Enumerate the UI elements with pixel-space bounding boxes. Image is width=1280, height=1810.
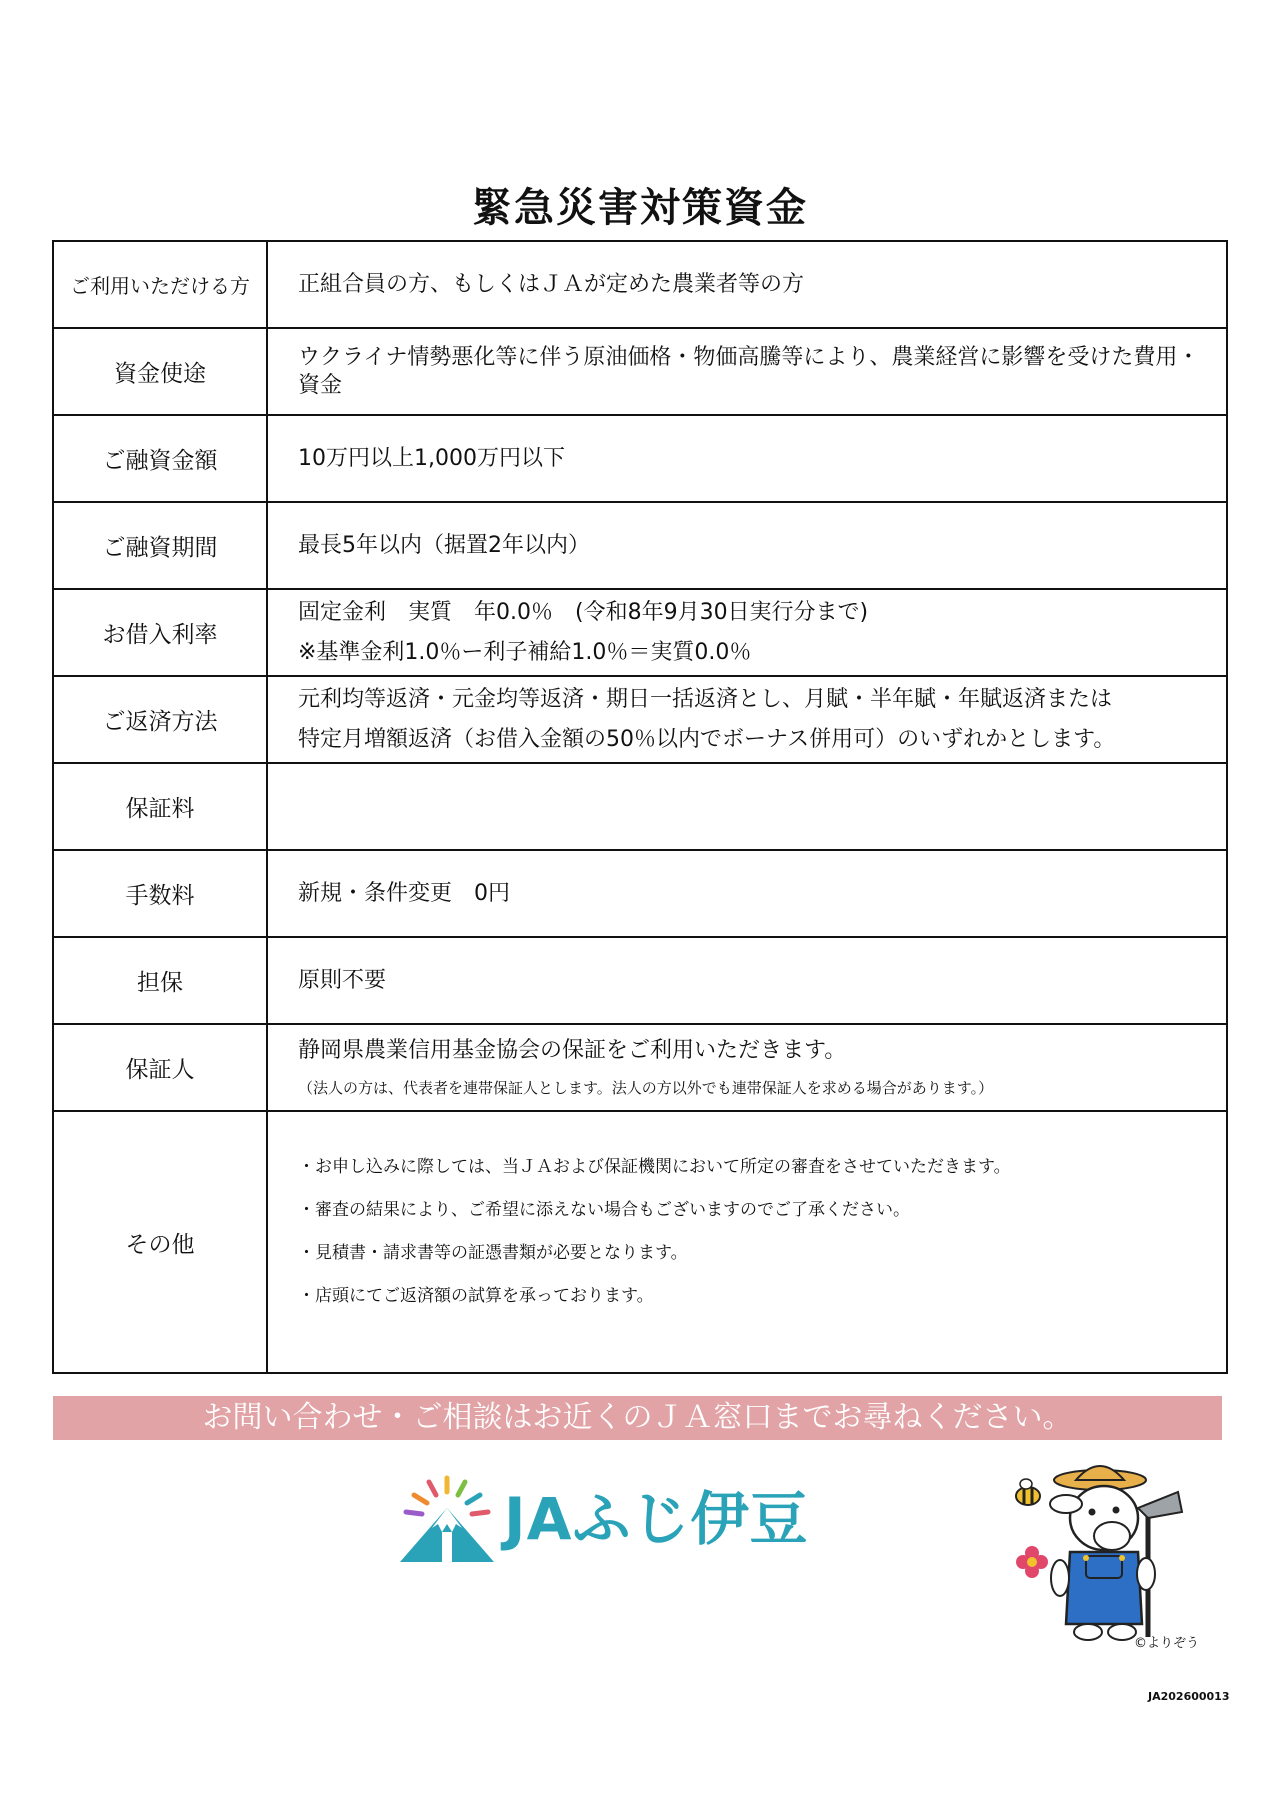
value-text: 元利均等返済・元金均等返済・期日一括返済とし、月賦・半年賦・年賦返済または — [298, 687, 1113, 712]
value-text: 最長5年以内（据置2年以内） — [298, 532, 590, 558]
row-value-interest — [267, 589, 1227, 676]
row-label-fee: 手数料 — [53, 850, 267, 937]
row-value-fee — [267, 850, 1227, 937]
row-label-collateral: 担保 — [53, 937, 267, 1024]
row-value-collateral — [267, 937, 1227, 1024]
table-row — [53, 850, 1227, 937]
mascot — [1000, 1452, 1200, 1652]
document-code: JA202600013 — [1148, 1690, 1230, 1703]
ja-logo — [392, 1470, 852, 1570]
table-row — [53, 328, 1227, 415]
row-value-guarantor — [267, 1024, 1227, 1111]
table-row — [53, 1024, 1227, 1111]
table-row — [53, 241, 1227, 328]
row-value-other — [267, 1111, 1227, 1373]
row-label-interest: お借入利率 — [53, 589, 267, 676]
cow-farmer-mascot-icon — [1000, 1452, 1200, 1652]
list-item: ・審査の結果により、ご希望に添えない場合もございますのでご了承ください。 — [298, 1200, 910, 1220]
value-text: 特定月増額返済（お借入金額の50％以内でボーナス併用可）のいずれかとします。 — [298, 726, 1116, 752]
table-row — [53, 676, 1227, 763]
list-item: ・店頭にてご返済額の試算を承っております。 — [298, 1286, 654, 1306]
value-text: 固定金利 実質 年0.0％ (令和8年9月30日実行分まで) — [298, 600, 869, 625]
row-label-repayment: ご返済方法 — [53, 676, 267, 763]
table-row — [53, 937, 1227, 1024]
logo-text: JAふじ伊豆 — [504, 1485, 809, 1553]
value-text: 原則不要 — [298, 967, 387, 993]
page-title: 緊急災害対策資金 — [472, 185, 808, 231]
value-text: 静岡県農業信用基金協会の保証をご利用いただきます。 — [298, 1038, 847, 1064]
value-text: 10万円以上1,000万円以下 — [298, 445, 565, 471]
row-label-other: その他 — [53, 1111, 267, 1373]
mascot-copyright: ©よりぞう — [1134, 1636, 1200, 1651]
row-value-repayment — [267, 676, 1227, 763]
row-label-amount: ご融資金額 — [53, 415, 267, 502]
guarantor-note: （法人の方は、代表者を連帯保証人とします。法人の方以外でも連帯保証人を求める場合があります。） — [298, 1078, 994, 1097]
loan-info-table — [52, 240, 1228, 1374]
row-value-eligibility — [267, 241, 1227, 328]
row-label-purpose: 資金使途 — [53, 328, 267, 415]
table-row — [53, 415, 1227, 502]
value-text: 新規・条件変更 0円 — [298, 880, 510, 906]
table-row — [53, 763, 1227, 850]
contact-banner: お問い合わせ・ご相談はお近くのＪＡ窓口までお尋ねください。 — [53, 1396, 1222, 1440]
row-label-period: ご融資期間 — [53, 502, 267, 589]
value-text: 正組合員の方、もしくはＪＡが定めた農業者等の方 — [298, 271, 805, 297]
row-label-guarantor: 保証人 — [53, 1024, 267, 1111]
row-value-period — [267, 502, 1227, 589]
row-value-purpose — [267, 328, 1227, 415]
row-label-eligibility: ご利用いただける方 — [53, 241, 267, 328]
table-row — [53, 502, 1227, 589]
value-text: ウクライナ情勢悪化等に伴う原油価格・物価高騰等により、農業経営に影響を受けた費用・資金 — [298, 345, 1200, 398]
list-item: ・お申し込みに際しては、当ＪＡおよび保証機関において所定の審査をさせていただきます。 — [298, 1157, 1011, 1177]
row-value-amount — [267, 415, 1227, 502]
row-label-guarantee-fee: 保証料 — [53, 763, 267, 850]
mount-fuji-logo-icon — [392, 1470, 502, 1570]
value-text: ※基準金利1.0％ー利子補給1.0％＝実質0.0％ — [298, 639, 752, 665]
table-row — [53, 1111, 1227, 1373]
row-value-guarantee-fee — [267, 763, 1227, 850]
table-row — [53, 589, 1227, 676]
list-item: ・見積書・請求書等の証憑書類が必要となります。 — [298, 1243, 688, 1263]
